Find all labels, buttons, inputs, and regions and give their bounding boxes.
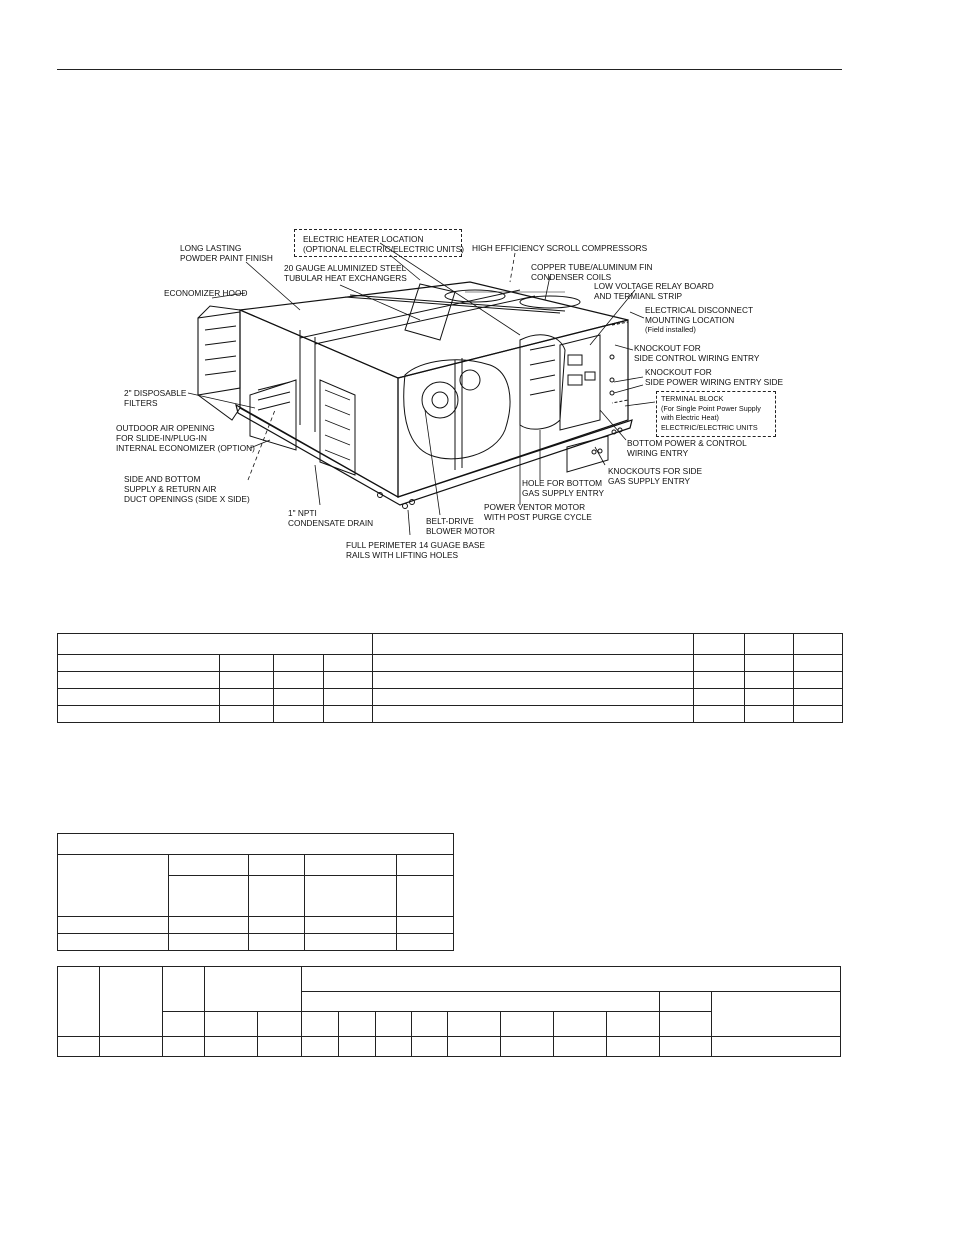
label-electric-heater: ELECTRIC HEATER LOCATION (OPTIONAL ELECTRIC/ELECTRIC UNITS)	[303, 234, 465, 254]
label-economizer-hood: ECONOMIZER HOOD	[164, 288, 248, 298]
table-row	[58, 1037, 841, 1057]
label-relay-board: LOW VOLTAGE RELAY BOARD AND TERMIANL STRIP	[594, 281, 714, 301]
label-disconnect: ELECTRICAL DISCONNECT MOUNTING LOCATION	[645, 305, 754, 325]
label-scroll-compressors: HIGH EFFICIENCY SCROLL COMPRESSORS	[472, 243, 648, 253]
table-row	[58, 634, 843, 655]
table-row	[58, 967, 841, 992]
label-heat-exchangers: 20 GAUGE ALUMINIZED STEEL TUBULAR HEAT EXCHANGERS	[284, 263, 407, 283]
table-row	[58, 855, 454, 876]
label-gas-hole: HOLE FOR BOTTOM GAS SUPPLY ENTRY	[522, 478, 605, 498]
table-row	[58, 706, 843, 723]
table-2	[57, 833, 454, 951]
table-row	[58, 934, 454, 951]
table-row	[58, 689, 843, 706]
label-field-installed: (Field installed)	[645, 325, 696, 334]
table-3	[57, 966, 841, 1057]
label-blower-motor: BELT-DRIVE BLOWER MOTOR	[426, 516, 495, 536]
label-condensate-drain: 1" NPTI CONDENSATE DRAIN	[288, 508, 374, 528]
label-duct-openings: SIDE AND BOTTOM SUPPLY & RETURN AIR DUCT OPENINGS (SIDE X SIDE)	[124, 474, 250, 504]
label-condenser-coils: COPPER TUBE/ALUMINUM FIN CONDENSER COILS	[531, 262, 653, 282]
label-knockout-control: KNOCKOUT FOR SIDE CONTROL WIRING ENTRY	[634, 343, 760, 363]
label-powder-paint: LONG LASTING POWDER PAINT FINISH	[180, 243, 273, 263]
label-bottom-power: BOTTOM POWER & CONTROL WIRING ENTRY	[627, 438, 747, 458]
table-row	[58, 834, 454, 855]
table-1	[57, 633, 843, 723]
label-filters: 2" DISPOSABLE FILTERS	[124, 388, 187, 408]
table-row	[58, 655, 843, 672]
label-power-ventor: POWER VENTOR MOTOR WITH POST PURGE CYCLE	[484, 502, 592, 522]
table-row	[58, 672, 843, 689]
label-terminal-block: TERMINAL BLOCK (For Single Point Power Supply with Electric Heat) ELECTRIC/ELECTRIC UNITS	[661, 394, 761, 432]
rooftop-unit-illustration	[0, 0, 954, 600]
label-outdoor-air: OUTDOOR AIR OPENING FOR SLIDE-IN/PLUG-IN INTERNAL ECONOMIZER (OPTION)	[116, 423, 255, 453]
label-base-rails: FULL PERIMETER 14 GUAGE BASE RAILS WITH LIFTING HOLES	[346, 540, 485, 560]
label-knockout-power: KNOCKOUT FOR SIDE POWER WIRING ENTRY SIDE	[645, 367, 783, 387]
table-row	[58, 917, 454, 934]
label-knockouts-gas: KNOCKOUTS FOR SIDE GAS SUPPLY ENTRY	[608, 466, 703, 486]
